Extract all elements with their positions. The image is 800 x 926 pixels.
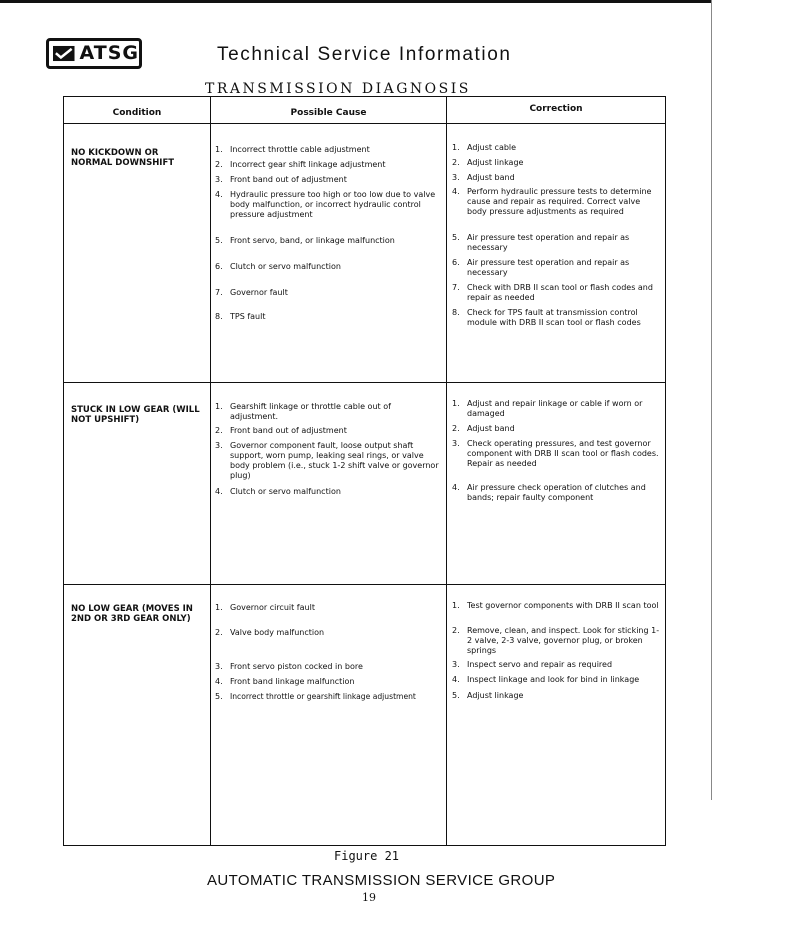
document-title: TRANSMISSION DIAGNOSIS <box>205 81 471 97</box>
figure-caption: Figure 21 <box>334 849 400 863</box>
top-rule <box>0 0 712 3</box>
header-divider <box>64 123 665 124</box>
header-title: Technical Service Information <box>217 44 512 65</box>
footer-organization: AUTOMATIC TRANSMISSION SERVICE GROUP <box>207 872 556 889</box>
logo-text: ATSG <box>79 42 139 64</box>
column-divider <box>446 97 447 845</box>
row-divider <box>64 382 665 383</box>
atsg-logo <box>46 38 142 69</box>
page-edge <box>711 0 712 800</box>
check-mark-icon <box>53 43 75 64</box>
column-header-correction: Correction <box>529 104 583 114</box>
row-divider <box>64 584 665 585</box>
condition-cell: STUCK IN LOW GEAR (WILL NOT UPSHIFT) <box>71 405 200 425</box>
page-number: 19 <box>362 891 376 904</box>
column-header-possible-cause: Possible Cause <box>290 108 367 118</box>
diagnosis-table: Condition Possible Cause Correction NO KICKDOWN OR NORMAL DOWNSHIFT 1. Incorrect throttle cable adjustment 2. Incorrect gear shift linkage adjustment 3. Front band out of adjustment 4. Hydraulic pressure too high or too low due to valve body malfunction, or incorrect hydraulic control pressure adjustment 5. Front servo, band, or linkage malfunction 6. Clutch or servo malfunction 7. Governor fault 8. TPS fault 1. Adjust cable 2. Adjust linkage 3. Adjust band 4. Perform hydraulic pressure tests to determine cause and repair as required. Correct valve body pressure adjustments as required 5. Air pressure test operation and repair as necessary 6. Air pressure test operation and repair as necessary 7. Check with DRB II scan tool or flash codes and repair as needed 8. Check for TPS fault at transmission control module with DRB II scan tool or flash codes STUCK IN LOW GEAR (WILL NOT UPSHIFT) 1. Gearshift linkage or throttle cable out of adjustment. 2. Front band out of adjustment 3. Governor component fault, loose output shaft support, worn pump, leaking seal rings, or valve body problem (i.e., stuck 1-2 shift valve or governor plug) 4. Clutch or servo malfunction 1. Adjust and repair linkage or cable if worn or damaged 2. Adjust band 3. Check operating pressures, and test governor component with DRB II scan tool or flash codes. Repair as needed 4. Air pressure check operation of clutches and bands; repair faulty component NO LOW GEAR (MOVES IN 2ND OR 3RD GEAR ONLY) 1. Governor circuit fault 2. Valve body malfunction 3. Front servo piston cocked in bore 4. Front band linkage malfunction 5. Incorrect throttle or gearshift linkage adjustment 1. Test governor components with DRB II scan tool 2. Remove, clean, and inspect. Look for sticking 1-2 valve, 2-3 valve, governor plug, or broken springs 3. Inspect servo and repair as required 4. Inspect linkage and look for bind in linkage 5. Adjust linkage <box>63 96 666 846</box>
condition-cell: NO KICKDOWN OR NORMAL DOWNSHIFT <box>71 148 175 168</box>
column-divider <box>210 97 211 845</box>
column-header-condition: Condition <box>112 108 162 118</box>
condition-cell: NO LOW GEAR (MOVES IN 2ND OR 3RD GEAR ONLY) <box>71 604 193 624</box>
